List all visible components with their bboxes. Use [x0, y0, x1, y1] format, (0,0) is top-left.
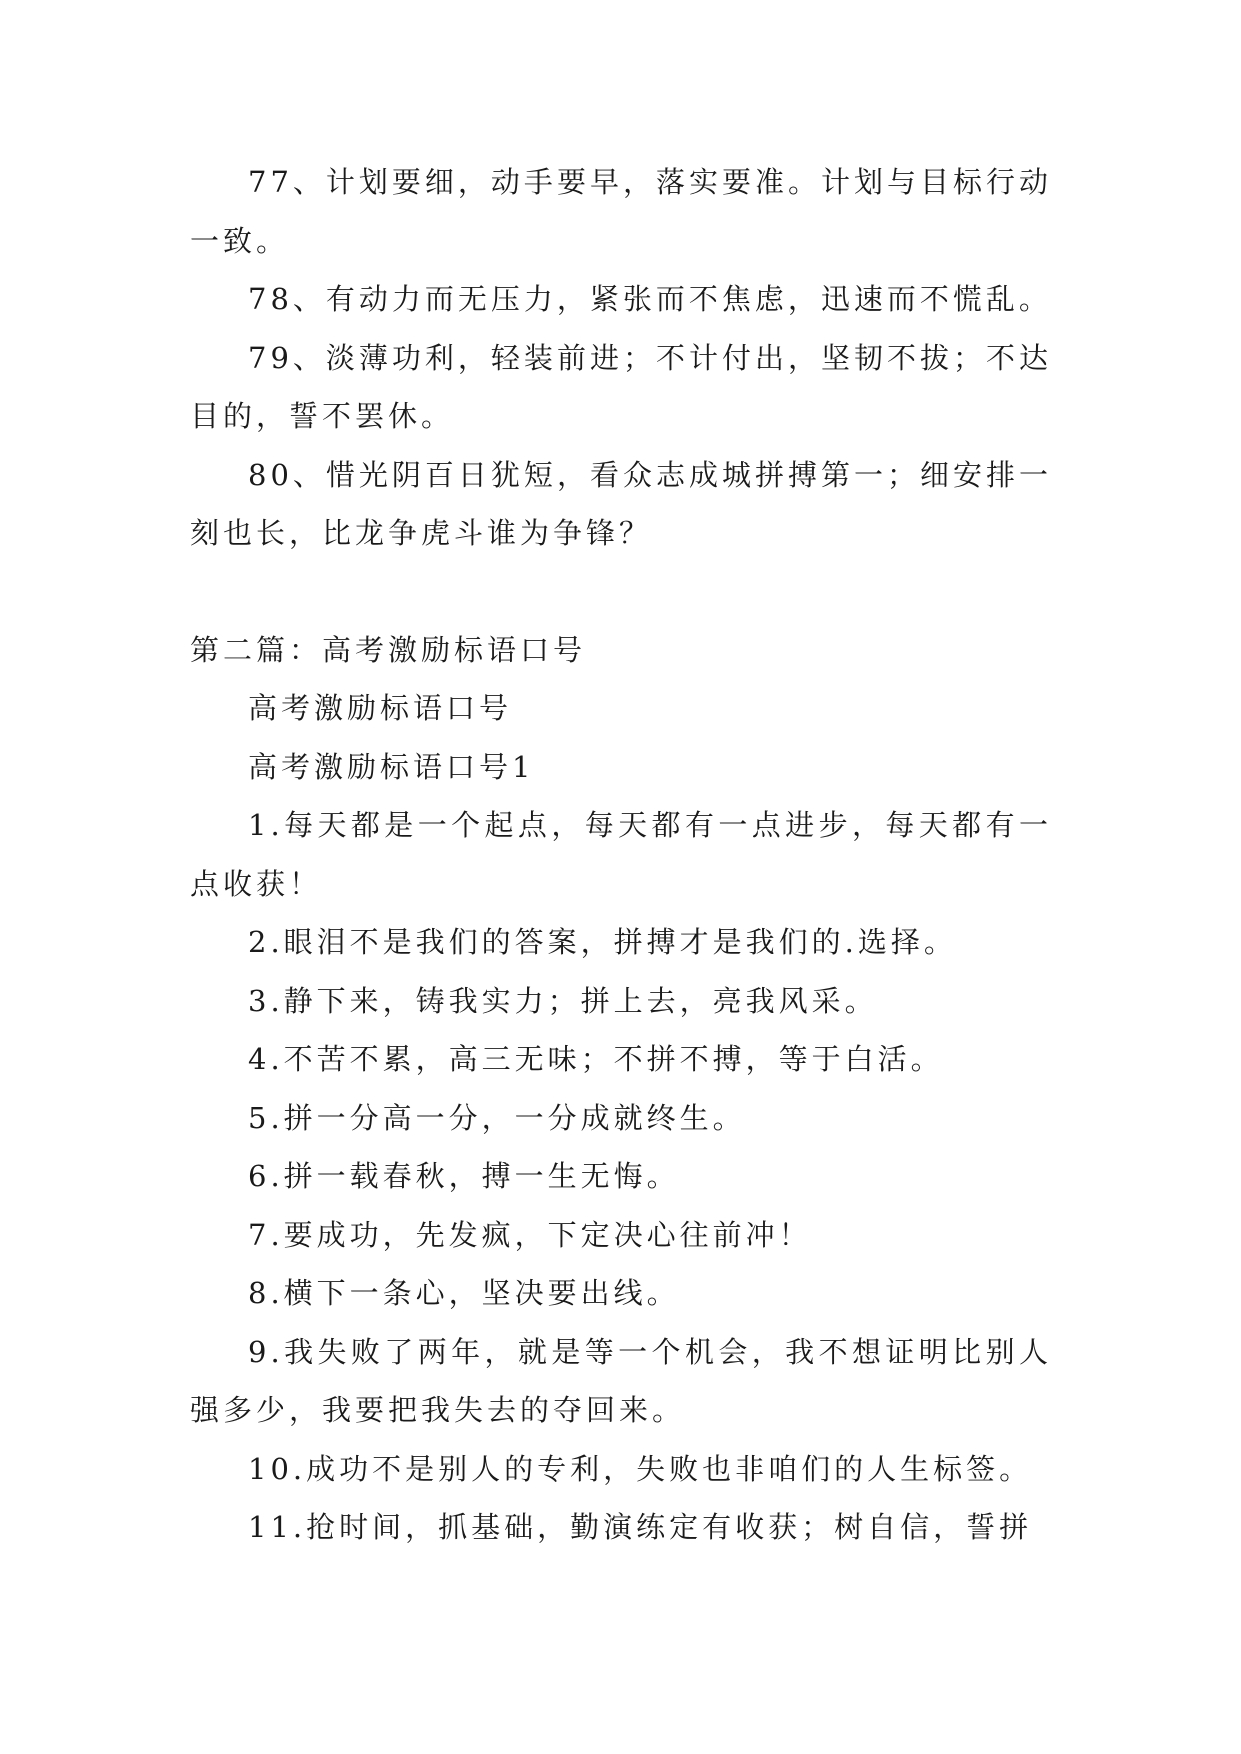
section-subtitle: 高考激励标语口号: [248, 691, 513, 725]
list-item-1: 1.每天都是一个起点，每天都有一点进步，每天都有一点收获！: [190, 808, 1052, 901]
list-item-2: 2.眼泪不是我们的答案，拼搏才是我们的.选择。: [248, 925, 957, 959]
paragraph-79: 79、淡薄功利，轻装前进；不计付出，坚韧不拔；不达目的，誓不罢休。: [190, 340, 1052, 433]
list-item-3: 3.静下来，铸我实力；拼上去，亮我风采。: [248, 983, 878, 1018]
list-item-8: 8.横下一条心，坚决要出线。: [248, 1276, 680, 1310]
list-item-11: 11.抢时间，抓基础，勤演练定有收获；树自信，誓拼: [248, 1510, 1033, 1544]
section-gap: [190, 563, 1052, 621]
section-subtitle-numbered: 高考激励标语口号1: [248, 749, 535, 784]
list-item-9: 9.我失败了两年，就是等一个机会，我不想证明比别人强多少，我要把我失去的夺回来。: [190, 1334, 1052, 1427]
section-heading: 第二篇：高考激励标语口号: [190, 632, 587, 667]
list-item-7: 7.要成功，先发疯，下定决心往前冲！: [248, 1217, 812, 1252]
list-item-6: 6.拼一载春秋，搏一生无悔。: [248, 1159, 680, 1193]
list-item-10: 10.成功不是别人的专利，失败也非咱们的人生标签。: [248, 1451, 1033, 1486]
document-page: [190, 153, 1052, 1557]
paragraph-78: 78、有动力而无压力，紧张而不焦虑，迅速而不慌乱。: [248, 282, 1052, 316]
paragraph-77: 77、计划要细，动手要早，落实要准。计划与目标行动一致。: [190, 165, 1052, 258]
list-item-5: 5.拼一分高一分，一分成就终生。: [248, 1100, 746, 1135]
paragraph-80: 80、惜光阴百日犹短，看众志成城拼搏第一；细安排一刻也长，比龙争虎斗谁为争锋？: [190, 457, 1052, 550]
list-item-4: 4.不苦不累，高三无味；不拼不搏，等于白活。: [248, 1042, 944, 1076]
